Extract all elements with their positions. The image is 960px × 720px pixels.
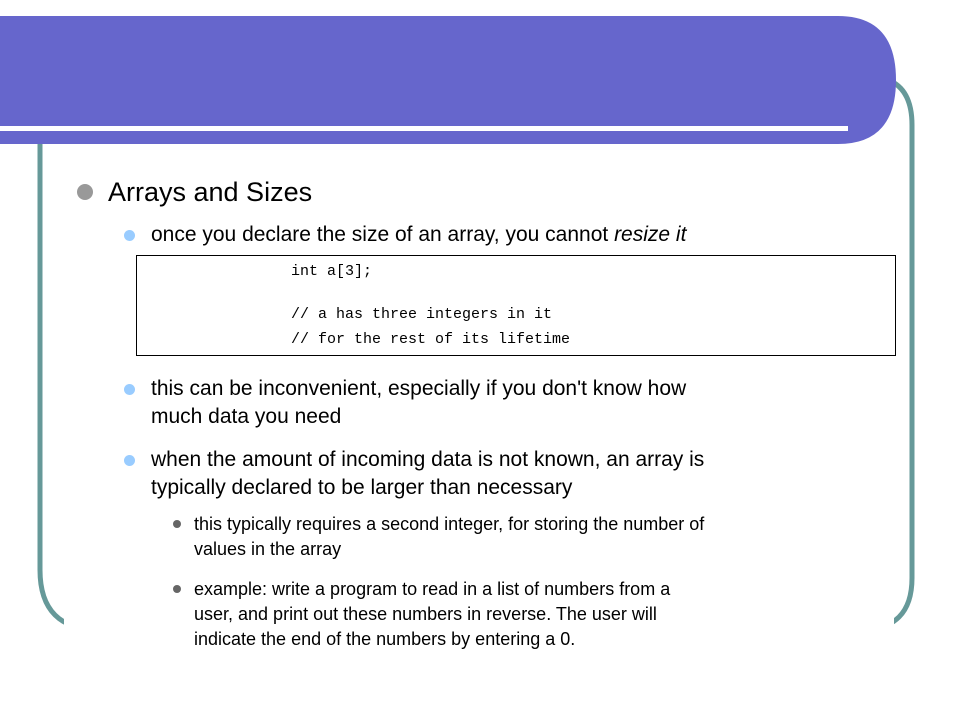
- sub-bullet-example-line1: example: write a program to read in a list of numbers from a: [194, 579, 671, 599]
- heading-arrays-and-sizes: Arrays and Sizes: [108, 177, 313, 207]
- code-line-1: int a[3];: [291, 263, 373, 280]
- sub-bullet-second-integer-line1: this typically requires a second integer, for storing the number of: [194, 514, 705, 534]
- bullet-incoming-data-line2: typically declared to be larger than necessary: [151, 476, 573, 499]
- header-stripe: [0, 126, 848, 131]
- bullet-incoming-data: [151, 446, 704, 502]
- bullet-inconvenient-line1: this can be inconvenient, especially if you don't know how: [151, 377, 687, 400]
- header-band: [0, 16, 896, 144]
- sub-bullet-example: [194, 577, 670, 652]
- bullet-resize: [151, 221, 686, 249]
- sub-bullet-marker: [173, 585, 181, 593]
- bullet-resize-emphasis: resize it: [614, 223, 687, 246]
- code-line-2: // a has three integers in it: [291, 306, 553, 323]
- code-line-3: // for the rest of its lifetime: [291, 331, 571, 348]
- bullet-marker: [124, 230, 135, 241]
- bullet-marker: [124, 455, 135, 466]
- bullet-inconvenient-line2: much data you need: [151, 405, 342, 428]
- bullet-incoming-data-line1: when the amount of incoming data is not known, an array is: [151, 448, 705, 471]
- bullet-level1-marker: [77, 184, 93, 200]
- sub-bullet-example-line3: indicate the end of the numbers by entering a 0.: [194, 629, 576, 649]
- sub-bullet-marker: [173, 520, 181, 528]
- bullet-resize-text: once you declare the size of an array, you cannot: [151, 223, 615, 246]
- sub-bullet-second-integer-line2: values in the array: [194, 539, 342, 559]
- sub-bullet-example-line2: user, and print out these numbers in reverse. The user will: [194, 604, 657, 624]
- bullet-marker: [124, 384, 135, 395]
- sub-bullet-second-integer: [194, 512, 704, 562]
- code-box: [136, 255, 896, 356]
- bullet-inconvenient: [151, 375, 686, 431]
